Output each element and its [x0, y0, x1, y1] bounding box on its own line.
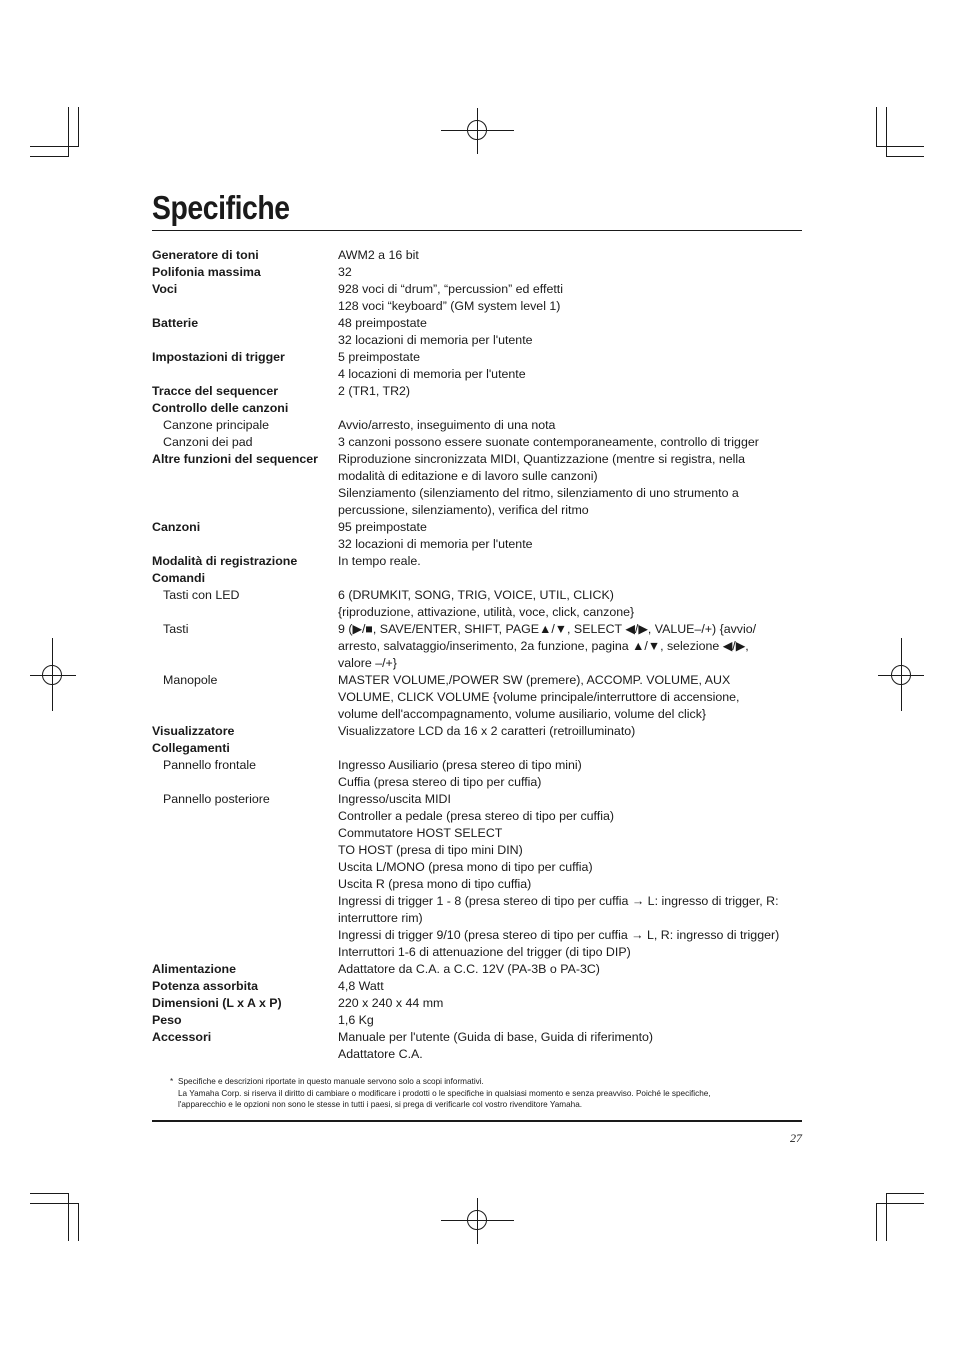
- spec-value-line: MASTER VOLUME,/POWER SW (premere), ACCOMP. VOLUME, AUX: [338, 673, 731, 687]
- spec-label: Voci: [152, 282, 178, 296]
- spec-row: [152, 349, 812, 383]
- spec-value-line: Manuale per l'utente (Guida di base, Guida di riferimento): [338, 1030, 654, 1044]
- spec-row: [152, 587, 812, 621]
- spec-row: [152, 740, 812, 757]
- spec-sublabel: Manopole: [163, 673, 218, 687]
- spec-value-line: Riproduzione sincronizzata MIDI, Quantizzazione (mentre si registra, nella: [338, 452, 746, 466]
- spec-value-line: 4 locazioni di memoria per l'utente: [338, 367, 526, 381]
- spec-row: [152, 757, 812, 791]
- spec-label: Batterie: [152, 316, 199, 330]
- spec-label: Impostazioni di trigger: [152, 350, 285, 364]
- spec-value-line: 95 preimpostate: [338, 520, 427, 534]
- spec-sublabel: Tasti: [163, 622, 189, 636]
- spec-value: [338, 383, 812, 400]
- spec-row: [152, 672, 812, 723]
- spec-row: [152, 383, 812, 400]
- spec-value: [338, 1029, 812, 1063]
- spec-row: [152, 1012, 812, 1029]
- spec-value: [338, 740, 812, 757]
- spec-label: Collegamenti: [152, 741, 230, 755]
- spec-sublabel: Pannello frontale: [163, 758, 256, 772]
- spec-value-line: 6 (DRUMKIT, SONG, TRIG, VOICE, UTIL, CLICK): [338, 588, 614, 602]
- spec-value-line: 32: [338, 265, 352, 279]
- spec-value: [338, 349, 812, 383]
- spec-value-line: {riproduzione, attivazione, utilità, voce, click, canzone}: [338, 605, 635, 619]
- spec-row: [152, 621, 812, 672]
- spec-value: [338, 451, 812, 519]
- spec-row: [152, 315, 812, 349]
- spec-value-line: volume dell'accompagnamento, volume ausiliario, volume del click}: [338, 707, 707, 721]
- spec-value: [338, 587, 812, 621]
- page-number: 27: [790, 1131, 802, 1145]
- footnote: [170, 1076, 810, 1111]
- spec-sublabel: Canzoni dei pad: [163, 435, 253, 449]
- footnote-marker: *: [170, 1077, 174, 1086]
- spec-value-line: Ingresso/uscita MIDI: [338, 792, 451, 806]
- spec-value-line: 32 locazioni di memoria per l'utente: [338, 537, 533, 551]
- spec-value-line: VOLUME, CLICK VOLUME {volume principale/interruttore di accensione,: [338, 690, 740, 704]
- spec-row: [152, 281, 812, 315]
- spec-value: [338, 417, 812, 434]
- spec-value: [338, 621, 812, 672]
- spec-value: [338, 281, 812, 315]
- spec-value-line: 928 voci di “drum”, “percussion” ed effetti: [338, 282, 563, 296]
- spec-value: [338, 315, 812, 349]
- spec-label: Potenza assorbita: [152, 979, 259, 993]
- spec-row: [152, 434, 812, 451]
- spec-row: [152, 1029, 812, 1063]
- spec-value-line: 3 canzoni possono essere suonate contemporaneamente, controllo di trigger: [338, 435, 759, 449]
- spec-label: Accessori: [152, 1030, 212, 1044]
- spec-row: [152, 553, 812, 570]
- spec-value: [338, 672, 812, 723]
- spec-value: [338, 570, 812, 587]
- spec-label: Comandi: [152, 571, 206, 585]
- spec-row: [152, 451, 812, 519]
- spec-label: Controllo delle canzoni: [152, 401, 289, 415]
- spec-value-line: 4,8 Watt: [338, 979, 384, 993]
- spec-row: [152, 723, 812, 740]
- spec-value-line: Adattatore da C.A. a C.C. 12V (PA-3B o PA-3C): [338, 962, 600, 976]
- spec-sublabel: Tasti con LED: [163, 588, 240, 602]
- spec-value-line: Ingresso Ausiliario (presa stereo di tipo mini): [338, 758, 582, 772]
- spec-value: [338, 791, 812, 961]
- spec-label: Alimentazione: [152, 962, 236, 976]
- title-rule: [152, 230, 802, 231]
- spec-row: [152, 995, 812, 1012]
- spec-value: [338, 553, 812, 570]
- spec-label: Visualizzatore: [152, 724, 235, 738]
- spec-row: [152, 400, 812, 417]
- spec-row: [152, 519, 812, 553]
- spec-value-line: AWM2 a 16 bit: [338, 248, 419, 262]
- spec-value-line: Silenziamento (silenziamento del ritmo, silenziamento di uno strumento a: [338, 486, 739, 500]
- spec-value-line: 48 preimpostate: [338, 316, 427, 330]
- spec-label: Polifonia massima: [152, 265, 261, 279]
- spec-value-line: Cuffia (presa stereo di tipo per cuffia): [338, 775, 542, 789]
- spec-value: [338, 264, 812, 281]
- spec-row: [152, 247, 812, 264]
- spec-sublabel: Pannello posteriore: [163, 792, 270, 806]
- spec-value-line: 32 locazioni di memoria per l'utente: [338, 333, 533, 347]
- spec-label: Dimensioni (L x A x P): [152, 996, 282, 1010]
- spec-value: [338, 247, 812, 264]
- spec-value-line: Controller a pedale (presa stereo di tipo per cuffia): [338, 809, 614, 823]
- spec-row: [152, 417, 812, 434]
- spec-row: [152, 264, 812, 281]
- footnote-line: La Yamaha Corp. si riserva il diritto di cambiare o modificare i prodotti o le specifiche in qualsiasi momento e senza preavviso. Poiché le specifiche,: [178, 1088, 711, 1098]
- spec-label: Peso: [152, 1013, 182, 1027]
- spec-value: [338, 519, 812, 553]
- spec-value-line: interruttore rim): [338, 911, 423, 925]
- spec-row: [152, 791, 812, 961]
- spec-value-line: arresto, salvataggio/inserimento, 2a funzione, pagina ▲/▼, selezione ◀/▶,: [338, 639, 749, 653]
- spec-value-line: percussione, silenziamento), verifica del ritmo: [338, 503, 589, 517]
- spec-value-line: 1,6 Kg: [338, 1013, 374, 1027]
- spec-value: [338, 961, 812, 978]
- spec-value-line: Interruttori 1-6 di attenuazione del trigger (di tipo DIP): [338, 945, 631, 959]
- spec-sublabel: Canzone principale: [163, 418, 270, 432]
- spec-value: [338, 978, 812, 995]
- spec-label: Altre funzioni del sequencer: [152, 452, 318, 466]
- spec-label: Canzoni: [152, 520, 201, 534]
- spec-value-line: 9 (▶/■, SAVE/ENTER, SHIFT, PAGE▲/▼, SELECT ◀/▶, VALUE–/+) {avvio/: [338, 622, 757, 636]
- spec-row: [152, 978, 812, 995]
- spec-value: [338, 434, 812, 451]
- spec-value-line: Visualizzatore LCD da 16 x 2 caratteri (retroilluminato): [338, 724, 636, 738]
- footer-rule: [152, 1120, 802, 1122]
- spec-value-line: 2 (TR1, TR2): [338, 384, 411, 398]
- spec-value-line: 5 preimpostate: [338, 350, 420, 364]
- spec-value-line: 220 x 240 x 44 mm: [338, 996, 444, 1010]
- spec-label: Modalità di registrazione: [152, 554, 298, 568]
- spec-value-line: In tempo reale.: [338, 554, 421, 568]
- spec-value: [338, 400, 812, 417]
- spec-value-line: Uscita R (presa mono di tipo cuffia): [338, 877, 532, 891]
- spec-value-line: Avvio/arresto, inseguimento di una nota: [338, 418, 556, 432]
- spec-value: [338, 1012, 812, 1029]
- footnote-line: l'apparecchio e le opzioni non sono le stesse in tutti i paesi, si prega di verificarle col vostro rivenditore Yamaha.: [178, 1100, 583, 1110]
- spec-row: [152, 961, 812, 978]
- spec-value-line: modalità di editazione e di lavoro sulle canzoni): [338, 469, 598, 483]
- spec-value-line: Ingressi di trigger 1 - 8 (presa stereo di tipo per cuffia → L: ingresso di trigger, R:: [338, 894, 779, 908]
- spec-value-line: valore –/+}: [338, 656, 397, 670]
- spec-value: [338, 757, 812, 791]
- spec-value-line: Ingressi di trigger 9/10 (presa stereo di tipo per cuffia → L, R: ingresso di trigger): [338, 928, 780, 942]
- spec-value: [338, 723, 812, 740]
- spec-list: [152, 247, 812, 1063]
- spec-value-line: Uscita L/MONO (presa mono di tipo per cuffia): [338, 860, 593, 874]
- spec-value-line: Commutatore HOST SELECT: [338, 826, 503, 840]
- spec-label: Generatore di toni: [152, 248, 259, 262]
- page-title: Specifiche: [152, 189, 290, 226]
- spec-row: [152, 570, 812, 587]
- spec-value: [338, 995, 812, 1012]
- spec-value-line: Adattatore C.A.: [338, 1047, 423, 1061]
- spec-label: Tracce del sequencer: [152, 384, 279, 398]
- spec-value-line: TO HOST (presa di tipo mini DIN): [338, 843, 523, 857]
- footnote-line: Specifiche e descrizioni riportate in questo manuale servono solo a scopi informativi.: [178, 1077, 484, 1086]
- spec-value-line: 128 voci “keyboard” (GM system level 1): [338, 299, 561, 313]
